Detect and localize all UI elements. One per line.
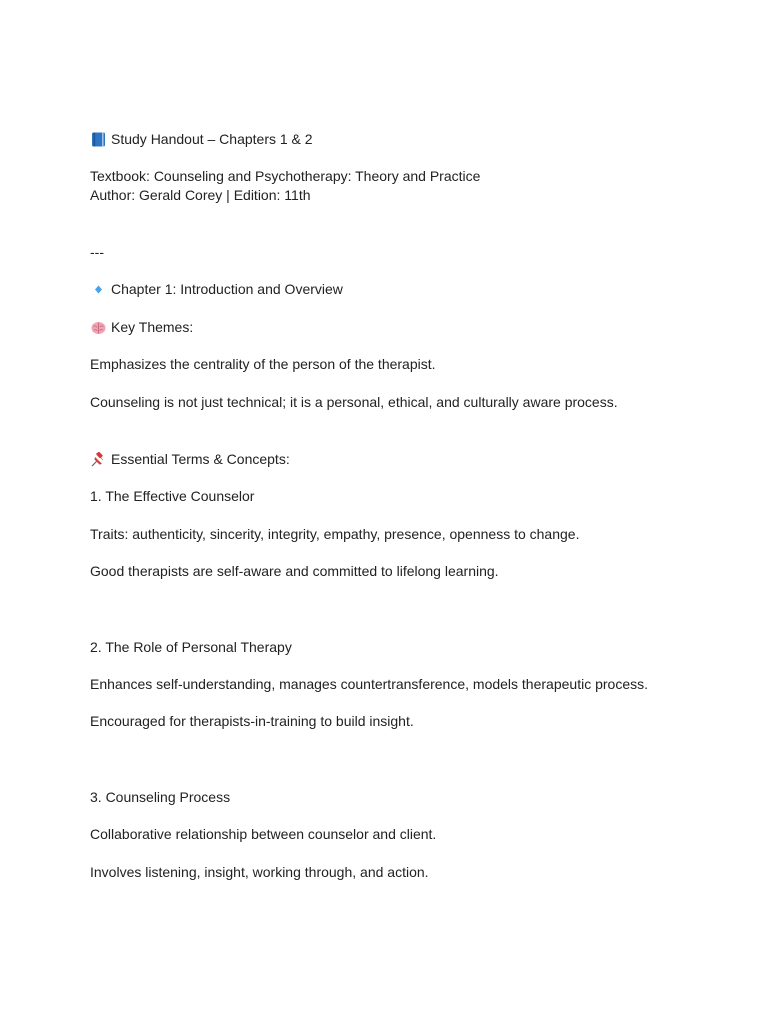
document-title — [90, 130, 313, 148]
blue-book-icon — [90, 131, 107, 148]
key-themes-heading-text: Key Themes: — [111, 319, 194, 335]
pushpin-icon — [90, 451, 107, 468]
section-item: Traits: authenticity, sincerity, integrity, empathy, presence, openness to change. — [90, 526, 580, 542]
separator-line: --- — [90, 244, 104, 260]
section-title-personal-therapy: 2. The Role of Personal Therapy — [90, 639, 292, 655]
key-theme-item: Counseling is not just technical; it is a personal, ethical, and culturally aware process. — [90, 394, 618, 410]
section-title-counseling-process: 3. Counseling Process — [90, 789, 231, 805]
title-text: Study Handout – Chapters 1 & 2 — [111, 131, 313, 147]
chapter1-heading — [90, 280, 343, 298]
key-themes-heading — [90, 318, 193, 336]
section-title-effective-counselor: 1. The Effective Counselor — [90, 488, 255, 504]
section-item: Encouraged for therapists-in-training to build insight. — [90, 713, 414, 729]
author-line: Author: Gerald Corey | Edition: 11th — [90, 187, 311, 203]
terms-heading — [90, 450, 290, 468]
small-blue-diamond-icon — [90, 281, 107, 298]
terms-heading-text: Essential Terms & Concepts: — [111, 451, 290, 467]
section-item: Collaborative relationship between counselor and client. — [90, 826, 437, 842]
section-item: Enhances self-understanding, manages countertransference, models therapeutic process. — [90, 676, 648, 692]
key-theme-item: Emphasizes the centrality of the person of the therapist. — [90, 356, 436, 372]
brain-icon — [90, 319, 107, 336]
textbook-line: Textbook: Counseling and Psychotherapy: Theory and Practice — [90, 168, 481, 184]
section-item: Good therapists are self-aware and committed to lifelong learning. — [90, 563, 499, 579]
chapter1-heading-text: Chapter 1: Introduction and Overview — [111, 281, 343, 297]
section-item: Involves listening, insight, working through, and action. — [90, 864, 429, 880]
